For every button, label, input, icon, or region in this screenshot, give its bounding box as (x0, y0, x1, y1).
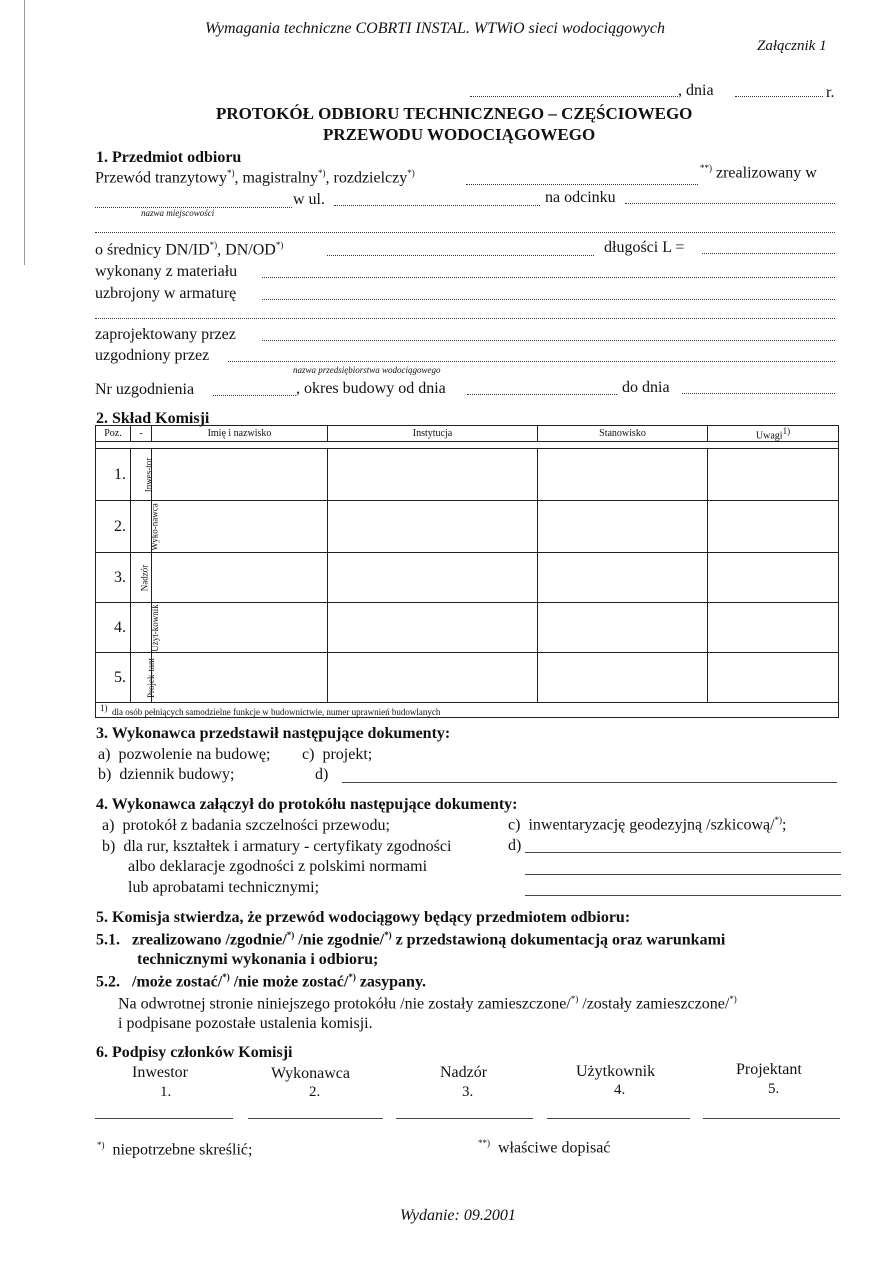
col-poz: Poz. (96, 426, 131, 442)
cell-name[interactable] (152, 449, 328, 501)
row-role: Wyko-nawca (131, 501, 152, 553)
signer-label: Projektant (736, 1061, 802, 1078)
table-header-row (96, 426, 839, 442)
s3-item-a: a) pozwolenie na budowę; (98, 746, 271, 763)
cell-remarks[interactable] (708, 653, 839, 703)
s4-item-d-field-2[interactable] (525, 874, 841, 875)
signer-number: 3. (462, 1084, 474, 1100)
header-title: Wymagania techniczne COBRTI INSTAL. WTWiO sieci wodociągowych (205, 20, 665, 37)
street-label: w ul. (293, 191, 325, 208)
designed-by-label: zaprojektowany przez (95, 326, 236, 343)
s4-item-c: c) inwentaryzację geodezyjną /szkicową/*); (508, 815, 787, 834)
agreed-by-label: uzgodniony przez (95, 347, 210, 364)
s4-item-b-line3: lub aprobatami technicznymi; (128, 879, 320, 896)
table-spacer-row (96, 442, 839, 449)
cell-position[interactable] (538, 553, 708, 603)
pipe-tranzytowy: Przewód tranzytowy (95, 169, 227, 187)
row-role: Użyt-kownik (131, 603, 152, 653)
cell-position[interactable] (538, 501, 708, 553)
s4-item-d-field[interactable] (525, 852, 841, 853)
row-role: Nadzór (131, 553, 152, 603)
realized-label: **) zrealizowany w (700, 163, 817, 182)
diameter-field[interactable] (327, 255, 594, 256)
col-dash: - (131, 426, 152, 442)
note-strike: *) niepotrzebne skreślić; (97, 1140, 253, 1159)
note-fill: **) właściwe dopisać (478, 1138, 611, 1157)
length-label: długości L = (604, 239, 685, 256)
signer-label: Inwestor (132, 1064, 188, 1081)
table-row (96, 603, 839, 653)
cell-position[interactable] (538, 603, 708, 653)
agreed-by-field[interactable] (228, 361, 835, 362)
cell-institution[interactable] (328, 501, 538, 553)
col-remarks: Uwagi$^{1)}$ (708, 426, 839, 442)
p52-line1: 5.2. /może zostać/*) /nie może zostać/*) zasypany. (96, 972, 427, 991)
commission-table (95, 425, 839, 718)
row-number: 4. (96, 603, 131, 653)
town-caption: nazwa miejscowości (141, 208, 215, 218)
edition-label: Wydanie: 09.2001 (400, 1207, 516, 1224)
year-suffix: r. (826, 84, 835, 101)
row-number: 5. (96, 653, 131, 703)
signature-line[interactable] (95, 1118, 233, 1119)
section5-heading: 5. Komisja stwierdza, że przewód wodociągowy będący przedmiotem odbioru: (96, 909, 631, 926)
p51-line2: technicznymi wykonania i odbioru; (137, 951, 379, 968)
table-row (96, 449, 839, 501)
s3-item-d: d) (315, 766, 329, 783)
p52-line3: i podpisane pozostałe ustalenia komisji. (118, 1015, 373, 1032)
col-position: Stanowisko (538, 426, 708, 442)
col-institution: Instytucja (328, 426, 538, 442)
signature-line[interactable] (703, 1118, 840, 1119)
pipe-field[interactable] (466, 184, 698, 185)
cell-institution[interactable] (328, 603, 538, 653)
date-field[interactable] (735, 96, 823, 97)
material-field[interactable] (262, 277, 835, 278)
cell-remarks[interactable] (708, 449, 839, 501)
pipe-rozdzielczy: , rozdzielczy (325, 169, 408, 187)
s4-item-d-field-3[interactable] (525, 895, 841, 896)
pipe-magistralny: , magistralny (234, 169, 319, 187)
s3-item-b: b) dziennik budowy; (98, 766, 235, 783)
material-label: wykonany z materiału (95, 263, 238, 280)
table-footnote-row (96, 703, 839, 718)
cell-institution[interactable] (328, 553, 538, 603)
cell-remarks[interactable] (708, 501, 839, 553)
cell-name[interactable] (152, 653, 328, 703)
agreement-nr-label: Nr uzgodnienia (95, 381, 195, 398)
cell-institution[interactable] (328, 449, 538, 501)
s4-item-d: d) (508, 837, 522, 854)
s4-item-b-line2: albo deklaracje zgodności z polskimi normami (128, 858, 428, 875)
signer-number: 4. (614, 1082, 626, 1098)
s4-item-a: a) protokół z badania szczelności przewodu; (102, 817, 390, 834)
s4-item-b: b) dla rur, kształtek i armatury - certyfikaty zgodności (102, 838, 452, 855)
cell-institution[interactable] (328, 653, 538, 703)
annex-label: Załącznik 1 (757, 38, 827, 54)
agreement-nr-field[interactable] (213, 395, 296, 396)
signature-line[interactable] (547, 1118, 690, 1119)
designed-by-field[interactable] (262, 340, 835, 341)
row-number: 1. (96, 449, 131, 501)
table-row (96, 501, 839, 553)
p52-line2: Na odwrotnej stronie niniejszego protokółu /nie zostały zamieszczone/*) /zostały zamieszczone/*) (118, 994, 737, 1013)
period-to-field[interactable] (682, 393, 835, 394)
cell-position[interactable] (538, 653, 708, 703)
section-label: na odcinku (545, 189, 616, 206)
signer-number: 5. (768, 1081, 780, 1097)
cell-remarks[interactable] (708, 603, 839, 653)
doc-title-line2: PRZEWODU WODOCIĄGOWEGO (323, 125, 596, 144)
pipe-type-line: Przewód tranzytowy*), magistralny*), rozdzielczy*) (95, 168, 415, 187)
date-label: , dnia (678, 82, 714, 99)
cell-position[interactable] (538, 449, 708, 501)
cell-name[interactable] (152, 501, 328, 553)
street-field[interactable] (334, 205, 540, 206)
table-row (96, 653, 839, 703)
period-from-field[interactable] (467, 394, 617, 395)
signer-label: Wykonawca (271, 1065, 350, 1082)
s3-item-d-field[interactable] (342, 782, 837, 783)
s3-item-c: c) projekt; (302, 746, 373, 763)
fittings-field-cont[interactable] (95, 318, 835, 319)
signer-number: 1. (160, 1084, 172, 1100)
fittings-field[interactable] (262, 299, 835, 300)
section-field-cont[interactable] (95, 232, 835, 233)
period-to-label: do dnia (622, 379, 670, 396)
section3-heading: 3. Wykonawca przedstawił następujące dokumenty: (96, 725, 451, 742)
signer-number: 2. (309, 1084, 321, 1100)
table-row (96, 553, 839, 603)
cell-remarks[interactable] (708, 553, 839, 603)
row-number: 2. (96, 501, 131, 553)
row-role: Projek-tant (131, 653, 152, 703)
signer-label: Nadzór (440, 1064, 488, 1081)
table-footnote: $^{1)}$ dla osób pełniących samodzielne funkcje w budownictwie, numer uprawnień budowlanych (96, 703, 839, 718)
doc-title-line1: PROTOKÓŁ ODBIORU TECHNICZNEGO – CZĘŚCIOWEGO (216, 104, 693, 123)
length-field[interactable] (702, 253, 835, 254)
signature-line[interactable] (248, 1118, 383, 1119)
fittings-label: uzbrojony w armaturę (95, 285, 237, 302)
page-edge-line (24, 0, 25, 265)
company-caption: nazwa przedsiębiorstwa wodociągowego (293, 365, 441, 375)
period-from-label: , okres budowy od dnia (296, 380, 446, 397)
cell-name[interactable] (152, 603, 328, 653)
section2-heading: 2. Skład Komisji (96, 410, 210, 427)
section6-heading: 6. Podpisy członków Komisji (96, 1044, 293, 1061)
row-number: 3. (96, 553, 131, 603)
place-field[interactable] (470, 96, 678, 97)
signature-line[interactable] (396, 1118, 533, 1119)
p51-line1: 5.1. zrealizowano /zgodnie/*) /nie zgodnie/*) z przedstawioną dokumentacją oraz warunkami (96, 930, 726, 949)
row-role: Inwes-tor (131, 449, 152, 501)
section-field[interactable] (625, 203, 835, 204)
diameter-line: o średnicy DN/ID*), DN/OD*) (95, 240, 284, 259)
section4-heading: 4. Wykonawca załączył do protokółu następujące dokumenty: (96, 796, 518, 813)
signer-label: Użytkownik (576, 1063, 656, 1080)
cell-name[interactable] (152, 553, 328, 603)
section1-heading: 1. Przedmiot odbioru (96, 149, 242, 166)
col-name: Imię i nazwisko (152, 426, 328, 442)
